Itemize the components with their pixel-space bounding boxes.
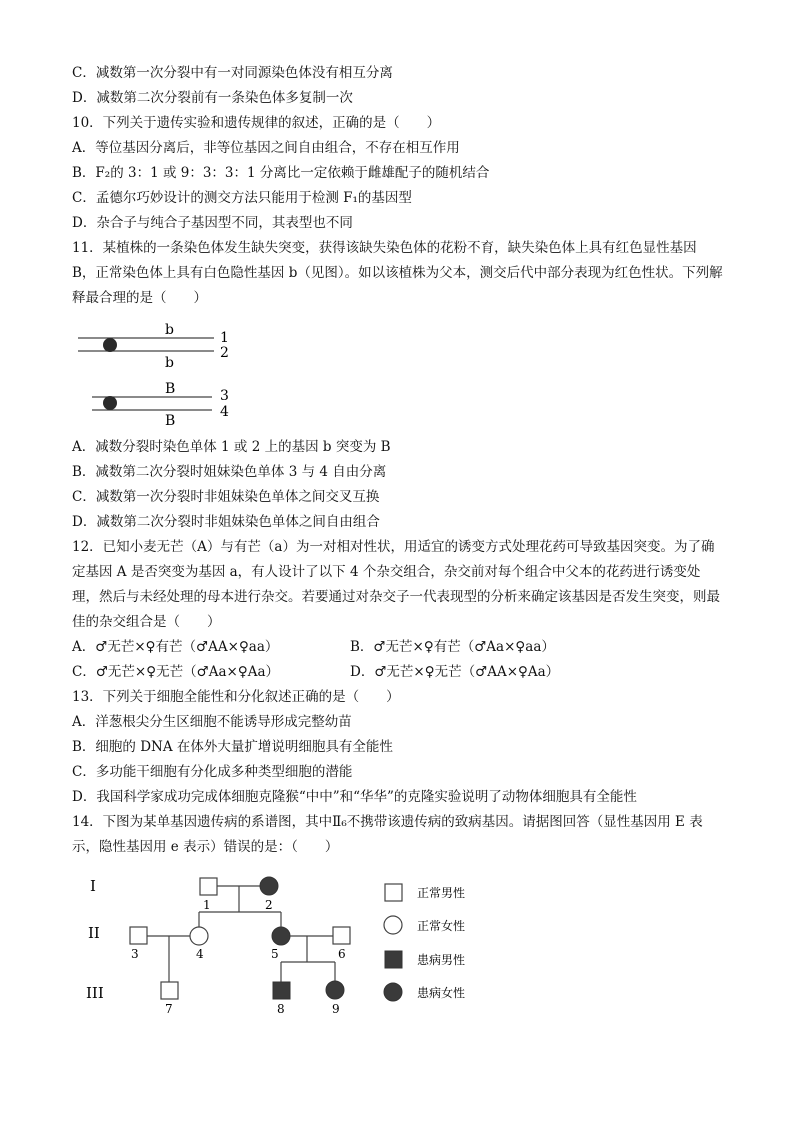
- legend-affected-male-symbol: [385, 951, 402, 968]
- individual-III8-affected-male: [273, 982, 290, 999]
- q12-stem: 12．已知小麦无芒（A）与有芒（a）为一对相对性状，用适宜的诱变方式处理花药可导致基因突变。为了确定基因 A 是否突变为基因 a，有人设计了以下 4 个杂交组合，杂交前对每个组合中父本的花药进行诱变处理，然后与未经处理的母本进行杂交。若要通过对杂交子一代表现型的分析来确定该基因是否发生突变，则最佳的杂交组合是（ ）: [72, 539, 720, 630]
- chromatid-number-1: 1: [220, 330, 229, 346]
- individual-I1-normal-male: [200, 878, 217, 895]
- generation-label-II: II: [88, 924, 100, 942]
- q13-option-b: B．细胞的 DNA 在体外大量扩增说明细胞具有全能性: [72, 739, 393, 755]
- individual-II5-affected-female: [272, 927, 290, 945]
- q13-stem: 13．下列关于细胞全能性和分化叙述正确的是（ ）: [72, 689, 400, 705]
- individual-number-9: 9: [332, 1002, 340, 1016]
- individual-I2-affected-female: [260, 877, 278, 895]
- individual-II4-normal-female: [190, 927, 208, 945]
- q9-option-c: C．减数第一次分裂中有一对同源染色体没有相互分离: [72, 65, 393, 81]
- q9-option-d: D．减数第二次分裂前有一条染色体多复制一次: [72, 90, 353, 106]
- individual-number-7: 7: [165, 1002, 173, 1016]
- q11-option-c: C．减数第一次分裂时非姐妹染色单体之间交叉互换: [72, 489, 380, 505]
- generation-label-I: I: [90, 877, 96, 895]
- q10-option-a: A．等位基因分离后，非等位基因之间自由组合，不存在相互作用: [72, 140, 460, 156]
- q14-stem: 14．下图为某单基因遗传病的系谱图，其中Ⅱ₆不携带该遗传病的致病基因。请据图回答（显性基因用 E 表示，隐性基因用 e 表示）错误的是：（ ）: [72, 814, 703, 855]
- chromatid-number-2: 2: [220, 345, 229, 361]
- q11-stem: 11．某植株的一条染色体发生缺失突变，获得该缺失染色体的花粉不育，缺失染色体上具有红色显性基因 B，正常染色体上具有白色隐性基因 b（见图）。如以该植株为父本，测交后代中部分表现为红色性状。下列解释最合理的是（ ）: [72, 240, 723, 306]
- centromere-top: [103, 338, 117, 352]
- individual-number-1: 1: [203, 898, 211, 912]
- individual-number-2: 2: [265, 898, 273, 912]
- legend-normal-female-label: 正常女性: [417, 919, 466, 933]
- individual-number-6: 6: [338, 947, 346, 961]
- q10-option-d: D．杂合子与纯合子基因型不同，其表型也不同: [72, 215, 353, 231]
- legend-affected-female-label: 患病女性: [417, 986, 466, 1000]
- generation-label-III: III: [86, 984, 104, 1002]
- gene-label-b-lower: b: [165, 355, 174, 371]
- q13-option-d: D．我国科学家成功完成体细胞克隆猴“中中”和“华华”的克隆实验说明了动物体细胞具有全能性: [72, 789, 637, 805]
- individual-II3-normal-male: [130, 927, 147, 944]
- individual-II6-normal-male: [333, 927, 350, 944]
- q12-option-a: A．♂无芒×♀有芒（♂AA×♀aa）: [72, 639, 279, 655]
- q12-option-d: D．♂无芒×♀无芒（♂AA×♀Aa）: [350, 664, 560, 680]
- individual-number-3: 3: [131, 947, 139, 961]
- gene-label-B-lower: B: [165, 413, 176, 428]
- q12-option-c: C．♂无芒×♀无芒（♂Aa×♀Aa）: [72, 664, 279, 680]
- chromatid-number-3: 3: [220, 388, 229, 404]
- q13-option-a: A．洋葱根尖分生区细胞不能诱导形成完整幼苗: [72, 714, 352, 730]
- legend-affected-male-label: 患病男性: [417, 953, 466, 967]
- centromere-bottom: [103, 396, 117, 410]
- gene-label-b-upper: b: [165, 322, 174, 338]
- chromatid-number-4: 4: [220, 404, 229, 420]
- q10-stem: 10．下列关于遗传实验和遗传规律的叙述，正确的是（ ）: [72, 115, 441, 131]
- chromosome-figure: [72, 318, 252, 428]
- q13-option-c: C．多功能干细胞有分化成多种类型细胞的潜能: [72, 764, 353, 780]
- legend-affected-female-symbol: [384, 983, 402, 1001]
- legend-normal-male-label: 正常男性: [417, 886, 466, 900]
- legend-normal-female-symbol: [384, 916, 402, 934]
- q11-option-a: A．减数分裂时染色单体 1 或 2 上的基因 b 突变为 B: [72, 439, 391, 455]
- q12-option-b: B．♂无芒×♀有芒（♂Aa×♀aa）: [350, 639, 555, 655]
- gene-label-B-upper: B: [165, 381, 176, 397]
- individual-number-4: 4: [196, 947, 204, 961]
- individual-III9-affected-female: [326, 981, 344, 999]
- individual-III7-normal-male: [161, 982, 178, 999]
- q10-option-c: C．孟德尔巧妙设计的测交方法只能用于检测 F₁的基因型: [72, 190, 412, 206]
- legend-normal-male-symbol: [385, 884, 402, 901]
- pedigree-chart: [72, 866, 492, 1016]
- q10-option-b: B．F₂的 3：1 或 9：3：3：1 分离比一定依赖于雌雄配子的随机结合: [72, 165, 490, 181]
- individual-number-8: 8: [277, 1002, 285, 1016]
- q11-option-b: B．减数第二次分裂时姐妹染色单体 3 与 4 自由分离: [72, 464, 387, 480]
- q11-option-d: D．减数第二次分裂时非姐妹染色单体之间自由组合: [72, 514, 380, 530]
- individual-number-5: 5: [271, 947, 279, 961]
